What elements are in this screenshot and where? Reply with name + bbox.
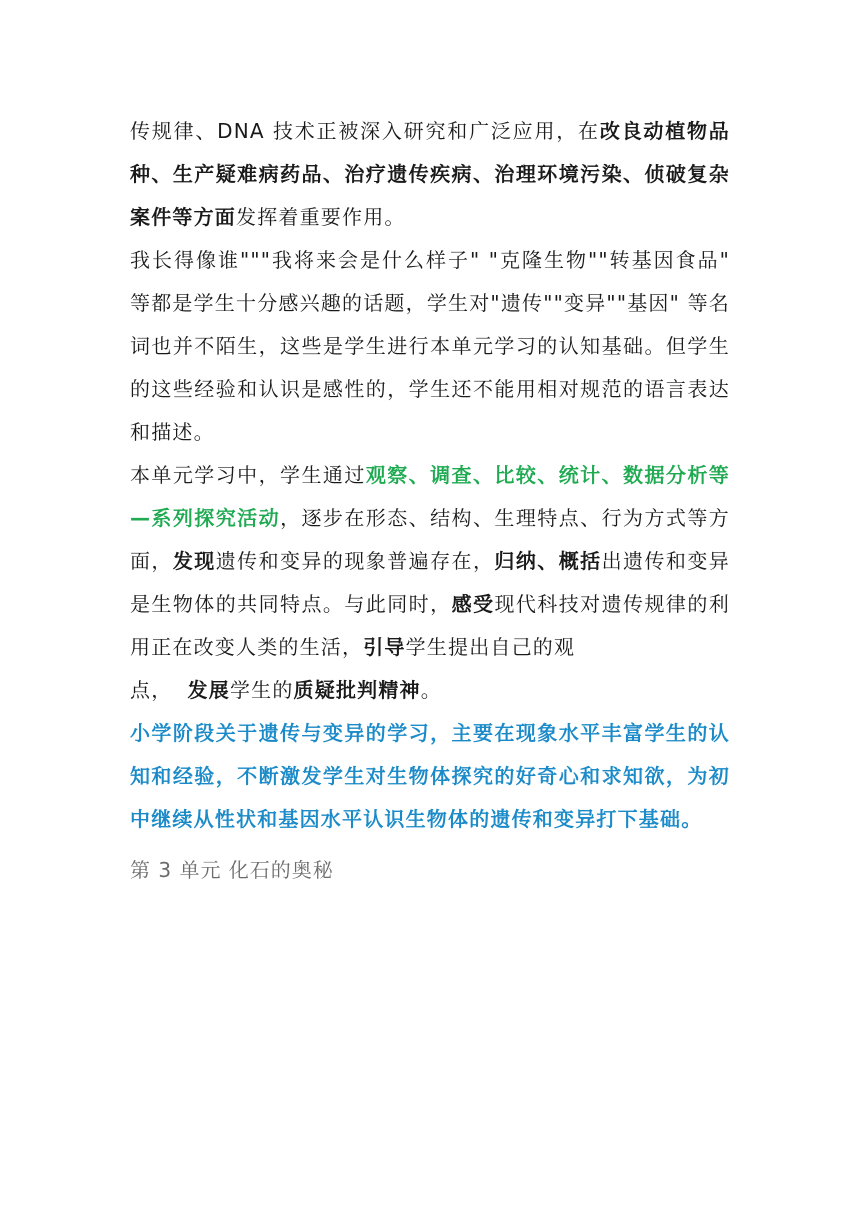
p3-text-p: 。 (420, 678, 442, 702)
paragraph-2 (130, 239, 730, 454)
p3-keyword-critical-spirit: 质疑批判精神 (293, 678, 421, 702)
p3-text-e: 遗传和变异的现象普遍存在， (215, 549, 495, 573)
p4-highlight-text: 小学阶段关于遗传与变异的学习，主要在现象水平丰富学生的认知和经验，不断激发学生对生物体探究的好奇心和求知欲，为初中继续从性状和基因水平认识生物体的遗传和变异打下基础。 (130, 721, 730, 831)
p3-text-c: ，逐步在形态、结构、生理特点、行为方式等方面， (130, 506, 730, 573)
p3-text-a: 本单元学习中，学生通过 (130, 463, 366, 487)
paragraph-4 (130, 712, 730, 841)
p3-keyword-summarize: 归纳、概括 (494, 549, 602, 573)
p3-text-k: 学生提出自己的观 (405, 635, 576, 659)
p3-keyword-discover: 发现 (172, 549, 216, 573)
p2-text: 我长得像谁"""我将来会是什么样子" "克隆生物""转基因食品" 等都是学生十分感兴趣的话题，学生对"遗传""变异""基因" 等名词也并不陌生，这些是学生进行本单元学习的认知基础。但学生的这些经验和认识是感性的，学生还不能用相对规范的语言表达和描述。 (130, 248, 730, 444)
document-page (130, 110, 730, 892)
p3-text-i: 现代科技对遗传规律的利用正在改变人类的生活， (130, 592, 731, 659)
unit-title: 第 3 单元 化石的奥秘 (130, 858, 334, 882)
p3-keyword-guide: 引导 (363, 635, 406, 659)
p3-keyword-feel: 感受 (451, 592, 495, 616)
p3-text-l: 点， (130, 678, 173, 702)
paragraph-3 (130, 454, 730, 712)
p3-keyword-develop: 发展 (187, 678, 230, 702)
p1-text-a: 传规律、DNA 技术正被深入研究和广泛应用，在 (130, 119, 600, 143)
p3-text-n: 学生的 (229, 678, 294, 702)
p1-text-c: 发挥着重要作用。 (236, 205, 406, 229)
p3-text-g: 出遗传和变异是生物体的共同特点。与此同时， (130, 549, 730, 616)
p3-highlight-activities: 观察、调查、比较、统计、数据分析等—系列探究活动 (130, 463, 730, 530)
p1-text-bold: 改良动植物品种、生产疑难病药品、治疗遗传疾病、治理环境污染、侦破复杂案件等方面 (130, 119, 730, 229)
paragraph-1 (130, 110, 730, 239)
